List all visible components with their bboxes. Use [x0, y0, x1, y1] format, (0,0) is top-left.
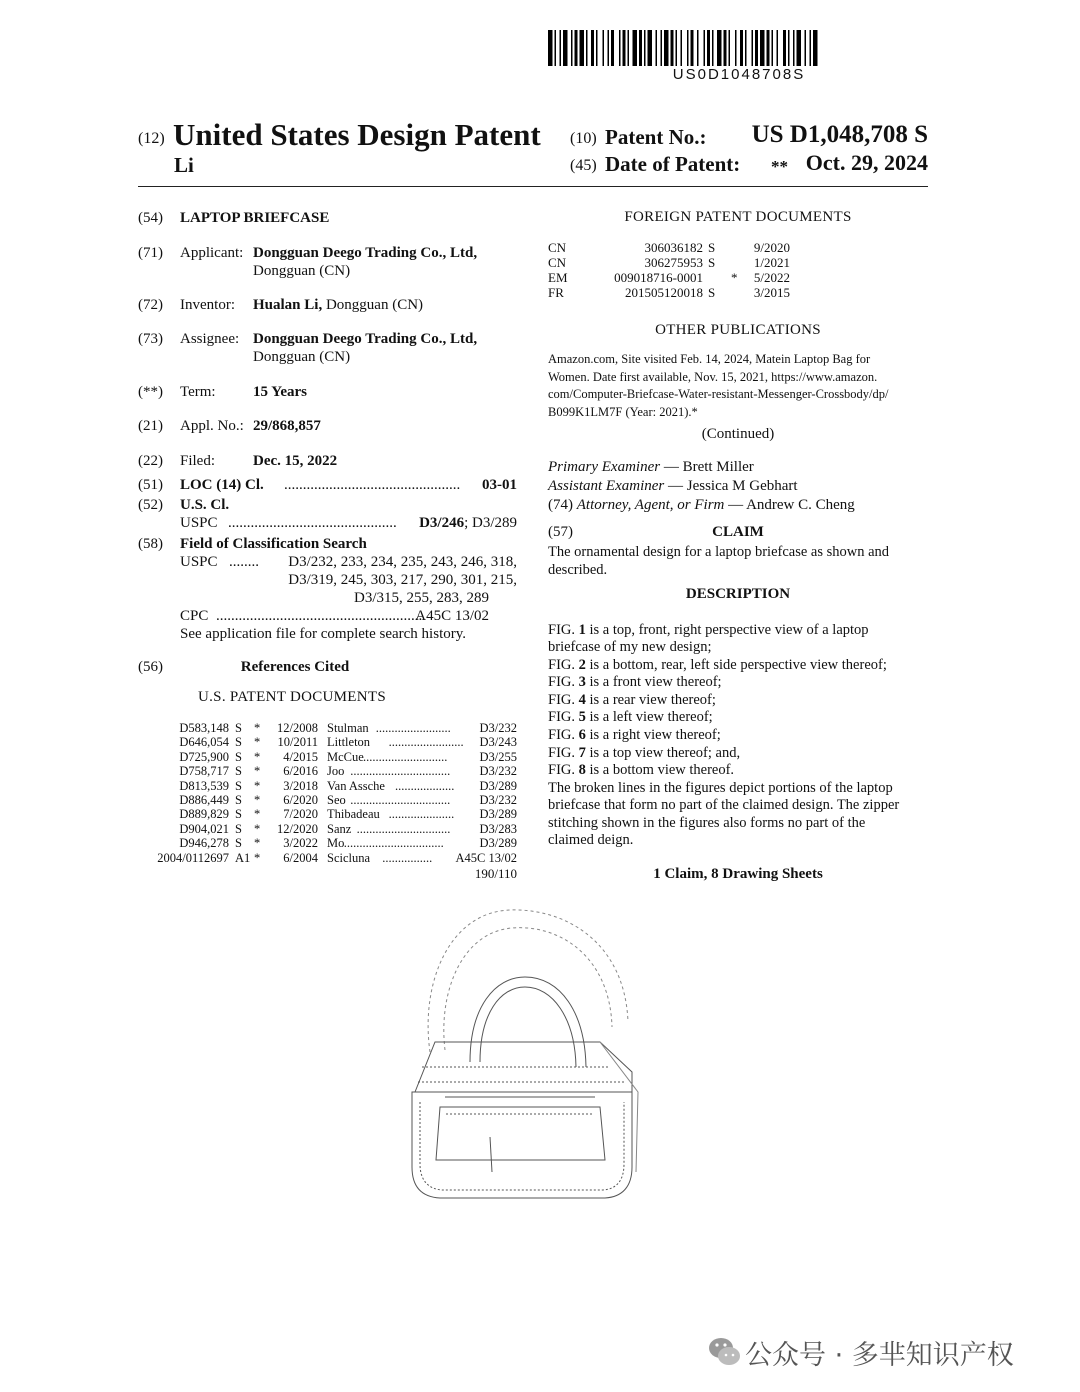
reference-date: 7/2020	[283, 807, 318, 822]
reference-cls: D3/255	[479, 749, 517, 764]
reference-dots: ...........................	[363, 749, 448, 764]
reference-date: 6/2004	[283, 850, 318, 865]
uspc-value	[419, 515, 517, 532]
reference-name: Seo	[327, 793, 346, 807]
reference-kind: S	[235, 778, 242, 793]
reference-dots: ........................	[375, 721, 451, 735]
reference-name: Scicluna	[327, 850, 371, 865]
term-value: 15 Years	[253, 384, 308, 400]
primary-examiner	[548, 459, 754, 476]
figure-number: 7	[578, 745, 586, 761]
reference-star: *	[254, 764, 261, 779]
reference-dots: ................	[382, 850, 433, 865]
reference-name: Mo	[327, 836, 345, 851]
reference-dots: ................................	[350, 793, 451, 807]
field-uspc-label: USPC	[180, 554, 218, 570]
reference-date: 6/2020	[283, 793, 318, 807]
description-text-part: is a left view thereof;	[585, 709, 713, 725]
reference-name: Sanz	[327, 821, 352, 836]
foreign-country: CN	[548, 240, 567, 255]
description-text-part: is a right view thereof;	[585, 727, 721, 743]
reference-cls: D3/243	[479, 735, 517, 750]
foreign-star: *	[731, 270, 738, 285]
appl-no-value: 29/868,857	[253, 418, 321, 434]
cpc-value: A45C 13/02	[415, 608, 489, 624]
description-text-part: The broken lines in the figures depict portions of the laptop	[548, 780, 893, 796]
reference-name: Thibadeau	[327, 807, 380, 822]
foreign-patent-row	[548, 255, 928, 270]
uspc-value-secondary: ; D3/289	[464, 515, 517, 531]
foreign-num: 201505120018	[625, 285, 703, 300]
primary-examiner-name: — Brett Miller	[663, 459, 754, 475]
watermark-text: 公众号 · 多芈知识产权	[745, 1340, 1014, 1371]
code-56: (56)	[138, 659, 163, 675]
cpc-label: CPC	[180, 608, 209, 624]
other-publication-line: B099K1LM7F (Year: 2021).*	[548, 404, 698, 419]
reference-star: *	[254, 821, 261, 836]
other-publication-line: Women. Date first available, Nov. 15, 2021, https://www.amazon.	[548, 369, 878, 384]
foreign-country: CN	[548, 255, 567, 270]
reference-num: D725,900	[179, 749, 229, 764]
inventor-city: Dongguan (CN)	[325, 297, 424, 313]
foreign-patent-row	[548, 240, 928, 255]
reference-row	[0, 807, 517, 821]
attorney-label: Attorney, Agent, or Firm	[576, 497, 725, 513]
reference-kind: S	[235, 764, 242, 779]
reference-star: *	[254, 850, 261, 865]
claim-title: CLAIM	[712, 524, 764, 540]
uspc-dots: .............................................	[228, 515, 397, 531]
description-text-part: briefcase that form no part of the claimed design. The zipper	[548, 797, 900, 813]
reference-star: *	[254, 735, 261, 750]
reference-star: *	[254, 793, 261, 807]
other-publication-line: com/Computer-Briefcase-Water-resistant-Messenger-Crossbody/dp/	[548, 387, 889, 401]
patent-date: Oct. 29, 2024	[805, 150, 928, 175]
foreign-patent-docs-title: FOREIGN PATENT DOCUMENTS	[624, 209, 852, 225]
foreign-date: 3/2015	[753, 285, 790, 300]
reference-extra-class: 190/110	[474, 866, 517, 881]
reference-star: *	[254, 749, 261, 764]
reference-row	[0, 822, 517, 836]
description-line	[548, 622, 869, 639]
reference-dots: ................................	[343, 836, 444, 851]
reference-row	[0, 851, 517, 865]
reference-dots: .....................	[388, 807, 455, 822]
reference-row	[0, 721, 517, 735]
description-text-part: FIG.	[548, 709, 579, 725]
reference-cls: D3/289	[479, 836, 517, 851]
uspc-label: USPC	[180, 515, 218, 531]
patent-number: US D1,048,708 S	[751, 121, 928, 148]
inventor-label: Inventor:	[180, 297, 235, 313]
description-title: DESCRIPTION	[685, 586, 791, 602]
assistant-examiner-name: — Jessica M Gebhart	[668, 478, 798, 494]
patent-no-label: Patent No.:	[605, 125, 707, 149]
code-22: (22)	[138, 453, 163, 469]
reference-cls: A45C 13/02	[455, 850, 517, 865]
foreign-kind: S	[708, 285, 716, 300]
other-publications-title: OTHER PUBLICATIONS	[655, 322, 821, 338]
figure-number: 1	[578, 622, 586, 638]
description-text-part: FIG.	[548, 657, 579, 673]
reference-date: 3/2022	[283, 836, 318, 851]
cpc-dots: .......................................................	[216, 608, 423, 624]
foreign-country: FR	[548, 285, 564, 300]
code-57: (57)	[548, 524, 573, 540]
attorney-name: — Andrew C. Cheng	[728, 497, 855, 513]
reference-dots: ...................	[395, 778, 455, 793]
primary-examiner-label: Primary Examiner	[548, 459, 661, 475]
foreign-date: 1/2021	[753, 255, 790, 270]
code-54: (54)	[138, 210, 163, 226]
filed-label: Filed:	[180, 453, 216, 469]
reference-star: *	[254, 778, 261, 793]
date-stars: **	[771, 157, 788, 176]
claim-text-2: described.	[548, 562, 608, 578]
description-line	[548, 657, 887, 674]
reference-kind: A1	[235, 850, 251, 865]
us-cl-label: U.S. Cl.	[180, 497, 230, 513]
description-text-part: is a bottom view thereof.	[585, 762, 735, 778]
uspc-value-primary: D3/246	[419, 515, 465, 531]
term-label: Term:	[180, 384, 216, 400]
code-72: (72)	[138, 297, 163, 313]
reference-num: D646,054	[179, 735, 229, 750]
assignee-city: Dongguan (CN)	[253, 349, 351, 365]
see-search-history: See application file for complete search history.	[180, 626, 467, 642]
foreign-num: 306275953	[644, 255, 703, 270]
description-text-part: stitching shown in the figures also forms no part of the	[548, 815, 866, 831]
reference-dots: ................................	[350, 764, 451, 779]
reference-cls: D3/283	[479, 821, 517, 836]
figure-number: 2	[578, 657, 586, 673]
reference-row	[0, 779, 517, 793]
code-74: (74)	[548, 497, 573, 513]
field-uspc-line3: D3/315, 255, 283, 289	[354, 590, 489, 606]
field-search-label: Field of Classification Search	[180, 536, 367, 552]
reference-date: 12/2008	[277, 721, 318, 735]
reference-date: 6/2016	[283, 764, 318, 779]
briefcase-outline	[412, 910, 638, 1198]
description-line	[548, 797, 899, 814]
other-publication-line: Amazon.com, Site visited Feb. 14, 2024, Matein Laptop Bag for	[548, 352, 871, 366]
description-line	[548, 639, 711, 656]
foreign-kind: S	[708, 255, 716, 270]
description-text-part: FIG.	[548, 622, 579, 638]
foreign-date: 5/2022	[753, 270, 790, 285]
description-line	[548, 745, 740, 762]
code-term: (**)	[138, 384, 163, 400]
reference-num: D758,717	[179, 764, 229, 779]
foreign-num: 306036182	[644, 240, 703, 255]
foreign-patent-row	[548, 285, 928, 300]
description-line	[548, 780, 893, 797]
code-51: (51)	[138, 477, 163, 493]
inventor-surname: Li	[174, 153, 194, 177]
wechat-icon	[706, 1331, 742, 1371]
applicant-label: Applicant:	[180, 245, 244, 261]
reference-cls: D3/232	[479, 764, 517, 779]
foreign-num: 009018716-0001	[614, 270, 703, 285]
description-text-part: FIG.	[548, 745, 579, 761]
reference-num: 2004/0112697	[157, 850, 229, 865]
reference-name: Stulman	[327, 721, 369, 735]
field-uspc-line1: D3/232, 233, 234, 235, 243, 246, 318,	[288, 554, 517, 570]
reference-date: 10/2011	[277, 735, 318, 750]
figure-number: 4	[578, 692, 586, 708]
reference-kind: S	[235, 807, 242, 822]
figure-number: 3	[578, 674, 586, 690]
description-text-part: FIG.	[548, 727, 579, 743]
barcode	[548, 30, 930, 66]
reference-kind: S	[235, 749, 242, 764]
reference-name: McCue	[327, 749, 364, 764]
reference-num: D889,829	[179, 807, 229, 822]
reference-cls: D3/289	[479, 778, 517, 793]
foreign-country: EM	[548, 270, 568, 285]
loc-label: LOC (14) Cl.	[180, 477, 264, 493]
reference-name: Littleton	[327, 735, 371, 750]
references-cited-title: References Cited	[240, 659, 350, 675]
code-73: (73)	[138, 331, 163, 347]
applicant-city: Dongguan (CN)	[253, 263, 351, 279]
code-21: (21)	[138, 418, 163, 434]
reference-star: *	[254, 807, 261, 822]
description-text-part: is a top, front, right perspective view of a laptop	[585, 622, 869, 638]
code-71: (71)	[138, 245, 163, 261]
reference-name: Joo	[327, 764, 345, 779]
reference-star: *	[254, 836, 261, 851]
figure-number: 8	[578, 762, 586, 778]
reference-num: D583,148	[179, 721, 229, 735]
description-text-part: is a front view thereof;	[585, 674, 722, 690]
reference-row	[0, 750, 517, 764]
assignee-name: Dongguan Deego Trading Co., Ltd,	[253, 331, 478, 347]
appl-no-label: Appl. No.:	[180, 418, 244, 434]
barcode-number: US0D1048708S	[672, 66, 806, 83]
claim-text-1: The ornamental design for a laptop briefcase as shown and	[548, 544, 890, 560]
reference-cls: D3/232	[479, 721, 517, 735]
description-line	[548, 815, 865, 832]
reference-row	[0, 735, 517, 749]
reference-row	[0, 764, 517, 778]
assignee-label: Assignee:	[180, 331, 240, 347]
description-line	[548, 727, 721, 744]
description-text-part: briefcase of my new design;	[548, 639, 712, 655]
reference-kind: S	[235, 836, 242, 851]
description-text-part: claimed deign.	[548, 832, 634, 848]
field-uspc-dots: ........	[229, 554, 259, 570]
code-12: (12)	[138, 130, 165, 147]
description-text-part: FIG.	[548, 762, 579, 778]
inventor-name: Hualan Li,	[253, 297, 323, 313]
description-line	[548, 762, 734, 779]
reference-cls: D3/289	[479, 807, 517, 822]
reference-num: D946,278	[179, 836, 229, 851]
reference-row	[0, 793, 517, 807]
reference-dots: ..............................	[356, 821, 451, 836]
foreign-date: 9/2020	[753, 240, 790, 255]
assistant-examiner	[548, 478, 798, 495]
attorney	[548, 497, 855, 514]
reference-row	[0, 836, 517, 850]
us-patent-documents-title: U.S. PATENT DOCUMENTS	[198, 689, 386, 705]
applicant-name: Dongguan Deego Trading Co., Ltd,	[253, 245, 478, 261]
foreign-kind: S	[708, 240, 716, 255]
reference-cls: D3/232	[479, 793, 517, 807]
description-line	[548, 832, 633, 849]
reference-num: D813,539	[179, 778, 229, 793]
foreign-patent-row	[548, 270, 928, 285]
continued-note: (Continued)	[701, 426, 775, 442]
code-45: (45)	[570, 157, 597, 174]
description-text-part: is a top view thereof; and,	[585, 745, 741, 761]
code-10: (10)	[570, 130, 597, 147]
loc-value: 03-01	[482, 477, 517, 493]
field-uspc-line2: D3/319, 245, 303, 217, 290, 301, 215,	[288, 572, 517, 588]
reference-kind: S	[235, 793, 242, 807]
reference-date: 12/2020	[277, 821, 318, 836]
code-58: (58)	[138, 536, 163, 552]
date-of-patent-label: Date of Patent:	[605, 152, 741, 176]
description-text-part: is a rear view thereof;	[585, 692, 716, 708]
figure-number: 5	[578, 709, 586, 725]
figure-number: 6	[578, 727, 586, 743]
claims-count: 1 Claim, 8 Drawing Sheets	[653, 866, 823, 882]
reference-kind: S	[235, 821, 242, 836]
design-title: LAPTOP BRIEFCASE	[180, 210, 330, 226]
description-line	[548, 674, 722, 691]
reference-date: 3/2018	[283, 778, 318, 793]
code-52: (52)	[138, 497, 163, 513]
description-text-part: FIG.	[548, 674, 579, 690]
reference-star: *	[254, 721, 261, 735]
reference-num: D886,449	[179, 793, 229, 807]
reference-dots: ........................	[388, 735, 464, 750]
loc-dots: ...............................................	[284, 477, 461, 493]
patent-type-title: United States Design Patent	[173, 117, 541, 152]
assistant-examiner-label: Assistant Examiner	[548, 478, 665, 494]
description-text-part: FIG.	[548, 692, 579, 708]
description-text-part: is a bottom, rear, left side perspective view thereof;	[585, 657, 887, 673]
reference-kind: S	[235, 735, 242, 750]
header-rule	[138, 186, 928, 187]
description-line	[548, 709, 713, 726]
reference-num: D904,021	[179, 821, 229, 836]
reference-name: Van Assche	[327, 778, 385, 793]
reference-kind: S	[235, 721, 242, 735]
filed-value: Dec. 15, 2022	[253, 453, 338, 469]
inventor-line	[253, 297, 423, 314]
reference-date: 4/2015	[283, 749, 318, 764]
description-line	[548, 692, 716, 709]
briefcase-drawing	[400, 902, 660, 1202]
